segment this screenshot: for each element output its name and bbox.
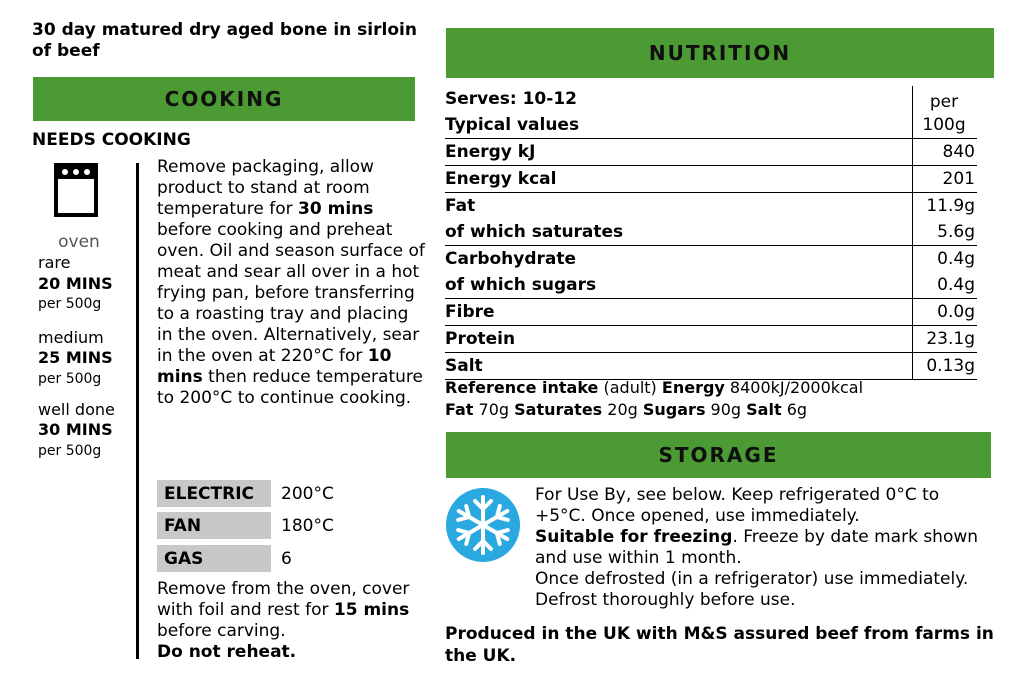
nutrient-label: of which sugars xyxy=(445,272,913,299)
ref-label: Energy xyxy=(661,378,725,397)
rest-text-1: Remove from the oven, cover with foil and rest for xyxy=(157,579,410,620)
table-row xyxy=(445,272,977,299)
freezing-label: Suitable for freezing xyxy=(535,527,733,547)
serves-label: Serves xyxy=(445,89,510,109)
time-welldone-value: 30 MINS xyxy=(38,420,113,439)
nutrient-value: 5.6g xyxy=(913,219,978,246)
ref-text: 70g xyxy=(473,400,515,419)
origin-statement: Produced in the UK with M&S assured beef from farms in the UK. xyxy=(445,624,994,666)
reference-intake xyxy=(445,377,1005,421)
ref-text: 8400kJ/2000kcal xyxy=(724,378,864,397)
ref-label: Salt xyxy=(746,400,782,419)
nutrition-table xyxy=(445,86,977,380)
cooking-banner-label: COOKING xyxy=(164,87,284,111)
nutrient-value: 0.0g xyxy=(913,299,978,326)
nutrient-label: Protein xyxy=(445,326,913,353)
storage-banner-label: STORAGE xyxy=(658,443,779,467)
oven-label: oven xyxy=(58,232,100,252)
serves-row xyxy=(445,86,977,112)
time-welldone-label: well done xyxy=(38,400,115,419)
per-label: per xyxy=(913,86,978,112)
time-rare-per: per 500g xyxy=(38,296,102,312)
rest-instructions xyxy=(157,579,427,663)
oven-temp: 180°C xyxy=(281,515,334,536)
cooking-instructions xyxy=(157,157,427,409)
snowflake-icon xyxy=(445,487,521,563)
nutrient-value: 0.4g xyxy=(913,272,978,299)
oven-icon xyxy=(54,163,98,217)
ref-label: Saturates xyxy=(514,400,603,419)
storage-text-1: For Use By, see below. Keep refrigerated 0°C to +5°C. Once opened, use immediately. xyxy=(535,485,940,526)
ref-label: Fat xyxy=(445,400,474,419)
nutrition-banner-label: NUTRITION xyxy=(648,41,792,65)
nutrient-value: 23.1g xyxy=(913,326,978,353)
time-rare-value: 20 MINS xyxy=(38,274,113,293)
time-rare-label: rare xyxy=(38,253,71,272)
oven-temp: 200°C xyxy=(281,483,334,504)
typical-label: Typical values xyxy=(445,112,913,139)
time-medium-value: 25 MINS xyxy=(38,348,113,367)
ref-text: 6g xyxy=(781,400,808,419)
nutrient-value: 840 xyxy=(913,139,978,166)
table-row xyxy=(445,326,977,353)
time-medium-per: per 500g xyxy=(38,371,102,387)
nutrient-label: Energy kcal xyxy=(445,166,913,193)
oven-row-fan xyxy=(157,512,334,539)
ref-text: 20g xyxy=(602,400,643,419)
nutrient-label: of which saturates xyxy=(445,219,913,246)
do-not-reheat: Do not reheat. xyxy=(157,642,297,662)
ref-label: Reference intake xyxy=(445,378,599,397)
cooking-banner xyxy=(33,77,415,121)
ref-text: 90g xyxy=(705,400,747,419)
serves-value: : 10-12 xyxy=(509,89,577,109)
cooking-divider xyxy=(136,163,139,659)
time-welldone-per: per 500g xyxy=(38,443,102,459)
storage-text-3: Once defrosted (in a refrigerator) use immediately. Defrost thoroughly before use. xyxy=(535,569,969,610)
storage-text xyxy=(535,485,985,611)
needs-cooking-heading: NEEDS COOKING xyxy=(32,130,191,150)
nutrient-label: Carbohydrate xyxy=(445,249,577,269)
oven-temp: 6 xyxy=(281,548,292,569)
oven-row-gas xyxy=(157,545,292,572)
rest-text-2: before carving. xyxy=(157,621,286,641)
instr-text-3: then reduce temperature to 200°C to continue cooking. xyxy=(157,367,423,408)
table-row xyxy=(445,246,977,273)
table-row xyxy=(445,139,977,166)
typical-row xyxy=(445,112,977,139)
per-unit: 100g xyxy=(913,112,978,139)
nutrient-value: 0.13g xyxy=(913,353,978,380)
nutrient-value: 11.9g xyxy=(913,193,978,220)
table-row xyxy=(445,353,977,380)
time-medium-label: medium xyxy=(38,328,104,347)
instr-bold-2: 10 mins xyxy=(157,346,392,387)
rest-bold-1: 15 mins xyxy=(333,600,410,620)
table-row xyxy=(445,299,977,326)
nutrition-banner xyxy=(446,28,994,78)
table-row xyxy=(445,166,977,193)
instr-text-1: Remove packaging, allow product to stand at room temperature for xyxy=(157,157,374,219)
nutrient-value: 0.4g xyxy=(913,246,978,273)
storage-banner xyxy=(446,432,991,478)
instr-text-2: before cooking and preheat oven. Oil and season surface of meat and sear all over in a hot frying pan, before transferring to a roasting tray and placing in the oven. Alternatively, sear in the oven at 220°C for xyxy=(157,220,425,366)
oven-row-electric xyxy=(157,480,334,507)
serves-cell xyxy=(445,86,913,112)
nutrient-value: 201 xyxy=(913,166,978,193)
product-title: 30 day matured dry aged bone in sirloin of beef xyxy=(32,20,417,61)
oven-type: ELECTRIC xyxy=(157,480,271,507)
storage-text-2: . Freeze by date mark shown and use within 1 month. xyxy=(535,527,979,568)
ref-label: Sugars xyxy=(642,400,706,419)
table-row xyxy=(445,219,977,246)
nutrient-label: Fibre xyxy=(445,299,913,326)
nutrient-label: Energy kJ xyxy=(445,139,913,166)
instr-bold-1: 30 mins xyxy=(298,199,374,219)
oven-type: GAS xyxy=(157,545,271,572)
table-row xyxy=(445,193,977,220)
oven-type: FAN xyxy=(157,512,271,539)
ref-text: (adult) xyxy=(598,378,662,397)
nutrient-label: Fat xyxy=(445,196,476,216)
nutrient-label: Salt xyxy=(445,353,913,380)
